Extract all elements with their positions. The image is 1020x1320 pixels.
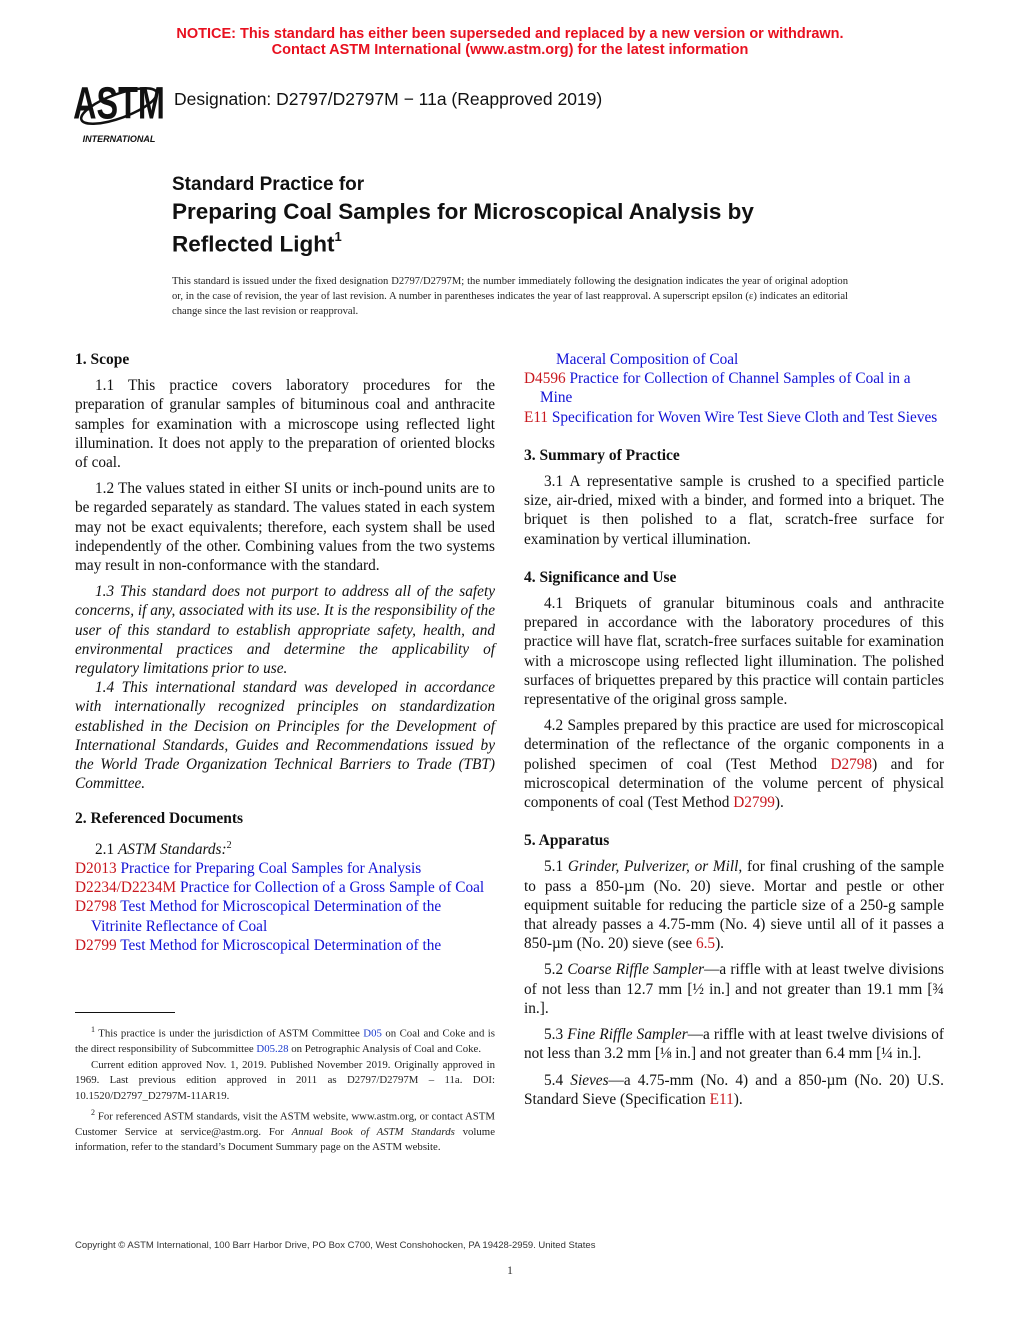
text: 4.2 Samples prepared by this practice are used for microscopical determination of the reflectance of the organic components in a polished specimen of coal (Test Method — [524, 717, 944, 773]
reference-item[interactable] — [524, 408, 944, 427]
title-line-1: Preparing Coal Samples for Microscopical Analysis by — [172, 199, 754, 224]
notice-line-1: NOTICE: This standard has either been superseded and replaced by a new version or withdrawn. — [176, 26, 844, 42]
text: volume information, refer to the standard’s Document Summary page on the ASTM website. — [75, 1125, 495, 1154]
ref-code[interactable]: D2013 — [75, 859, 117, 877]
svg-text:ASTM: ASTM — [74, 79, 164, 129]
annual-book-title: Annual Book of ASTM Standards — [291, 1125, 455, 1138]
num: 5.4 — [544, 1071, 571, 1089]
text: —a riffle with at least twelve divisions of not less than 12.7 mm [½ in.] and not greater than 19.1 mm [¾ in.]. — [524, 961, 944, 1017]
section-heading-summary: 3. Summary of Practice — [524, 446, 680, 464]
sub-num: 2.1 — [95, 840, 118, 858]
title-block — [172, 174, 872, 258]
copyright: Copyright © ASTM International, 100 Barr Harbor Drive, PO Box C700, West Conshohocken, PA 19428-2959. United States — [75, 1240, 596, 1251]
ref-code[interactable]: D2234/D2234M — [75, 879, 177, 897]
para-5-3 — [524, 1025, 944, 1063]
footnote-2 — [75, 1105, 495, 1155]
ref-title[interactable]: Practice for Preparing Coal Samples for Analysis — [120, 859, 422, 877]
link-d2798[interactable]: D2798 — [830, 755, 873, 773]
link-d05[interactable]: D05 — [363, 1027, 382, 1040]
para-1-3: 1.3 This standard does not purport to address all of the safety concerns, if any, associated with its use. It is the responsibility of the user of this standard to establish appropriate safety, health, and environmental practices and determine the applicability of regulatory limitations prior to use. — [75, 583, 495, 678]
fn-mark: 2 — [91, 1108, 95, 1118]
section-heading-referenced: 2. Referenced Documents — [75, 810, 244, 828]
edition-note: Current edition approved Nov. 1, 2019. Published November 2019. Originally approved in 1969. Last previous edition approved in 2011 as D2797/D2797M – 11a. DOI: 10.1520/D2797_D2797M-11AR19. — [75, 1059, 495, 1102]
designation: Designation: D2797/D2797M − 11a (Reapproved 2019) — [174, 89, 603, 109]
reference-item-continued[interactable] — [524, 350, 944, 369]
text: ). — [733, 1090, 743, 1108]
title-footnote-mark: 1 — [334, 229, 342, 244]
ref-code[interactable]: D2799 — [75, 936, 117, 954]
link-e11[interactable]: E11 — [709, 1090, 734, 1108]
para-5-1 — [524, 857, 944, 953]
footnote-1 — [75, 1022, 495, 1057]
document-title — [172, 198, 872, 258]
text: For referenced ASTM standards, visit the ASTM website, www.astm.org, or contact ASTM Customer Service at service@astm.org. For — [75, 1110, 495, 1138]
para-1-1: 1.1 This practice covers laboratory procedures for the preparation of granular samples of bituminous coal and anthracite samples for examination with a microscope using reflected light illumination. It does not apply to the preparation of oriented blocks of coal. — [75, 377, 495, 472]
para-5-2 — [524, 960, 944, 1018]
fn-mark: 1 — [91, 1025, 95, 1034]
text: for final crushing of the sample to pass a 850-µm (No. 20) sieve. Mortar and pestle or other equipment suitable for reducing the particle size of a 250-g sample that already passes a 4.75-mm (No. 4) sieve until all of it passes a 850-µm (No. 20) sieve (see — [524, 858, 944, 953]
sub-label: ASTM Standards: — [117, 840, 227, 858]
text: on Petrographic Analysis of Coal and Coke. — [288, 1042, 482, 1055]
ref-title[interactable]: Practice for Collection of a Gross Sample of Coal — [179, 879, 485, 897]
footnote-divider — [75, 1012, 175, 1013]
ref-code[interactable]: D4596 — [524, 370, 566, 388]
ref-title[interactable]: Test Method for Microscopical Determination of the Vitrinite Reflectance of Coal — [91, 898, 442, 935]
reference-item[interactable] — [75, 936, 495, 955]
para-5-4 — [524, 1071, 944, 1109]
astm-logo — [74, 76, 164, 146]
num: 5.2 — [544, 961, 568, 979]
term: Coarse Riffle Sampler — [567, 961, 705, 979]
text: This practice is under the jurisdiction of ASTM Committee — [95, 1027, 364, 1040]
reference-item[interactable] — [524, 369, 944, 407]
section-heading-significance: 4. Significance and Use — [524, 568, 677, 586]
text: —a 4.75-mm (No. 4) and a 850-µm (No. 20) U.S. Standard Sieve (Specification — [524, 1071, 944, 1108]
svg-text:INTERNATIONAL: INTERNATIONAL — [82, 134, 156, 144]
ref-title[interactable]: Maceral Composition of Coal — [556, 351, 739, 368]
para-4-1: 4.1 Briquets of granular bituminous coals and anthracite prepared in accordance with the laboratory procedures of this practice will have flat, scratch-free surfaces suitable for examination with a microscope using reflected light illumination. The polished surfaces of briquettes prepared by this practice will contain particles representative of the original gross sample. — [524, 595, 944, 709]
astm-logo-icon — [74, 76, 164, 146]
title-line-2: Reflected Light — [172, 231, 335, 257]
term: Grinder, Pulverizer, or Mill, — [567, 858, 743, 876]
link-6-5[interactable]: 6.5 — [695, 935, 716, 953]
reference-item[interactable] — [75, 897, 495, 935]
text: on Coal and Coke and is the direct responsibility of Subcommittee — [75, 1027, 495, 1055]
astm-standards-subheading — [75, 836, 495, 859]
ref-code[interactable]: D2798 — [75, 898, 117, 916]
text: ). — [774, 794, 784, 812]
para-1-4: 1.4 This international standard was developed in accordance with internationally recognized principles on standardization established in the Decision on Principles for the Development of International Standards, Guides and Recommendations issued by the World Trade Organization Technical Barriers to Trade (TBT) Committee. — [75, 679, 495, 793]
sub-footnote-mark: 2 — [226, 839, 232, 851]
ref-title[interactable]: Specification for Woven Wire Test Sieve Cloth and Test Sieves — [551, 408, 938, 426]
reference-item[interactable] — [75, 878, 495, 897]
section-heading-scope: 1. Scope — [75, 351, 130, 368]
text: —a riffle with at least twelve divisions of not less than 3.2 mm [⅛ in.] and not greater than 6.4 mm [¼ in.]. — [524, 1026, 944, 1063]
reference-item[interactable] — [75, 859, 495, 878]
link-d05-28[interactable]: D05.28 — [256, 1042, 289, 1055]
left-column — [75, 350, 495, 955]
para-1-2: 1.2 The values stated in either SI units or inch-pound units are to be regarded separately as standard. The values stated in each system may not be exact equivalents; therefore, each system shall be used independently of the other. Combining values from the two systems may result in non-conformance with the standard. — [75, 480, 495, 575]
text: ). — [715, 935, 724, 953]
page-number: 1 — [507, 1263, 513, 1277]
withdrawn-notice — [0, 26, 1020, 58]
para-4-2 — [524, 716, 944, 812]
ref-title[interactable]: Practice for Collection of Channel Samples of Coal in a Mine — [540, 370, 911, 407]
num: 5.3 — [544, 1026, 568, 1044]
text: ) and for microscopical determination of the volume percent of physical components of coal (Test Method — [524, 755, 944, 812]
section-heading-apparatus: 5. Apparatus — [524, 832, 610, 850]
num: 5.1 — [544, 858, 568, 876]
term: Sieves — [570, 1071, 609, 1089]
issued-note: This standard is issued under the fixed designation D2797/D2797M; the number immediately following the designation indicates the year of original adoption or, in the case of revision, the year of last revision. A number in parentheses indicates the year of last reapproval. A superscript epsilon (ε) indicates an editorial change since the last revision or reapproval. — [172, 276, 848, 317]
ref-code[interactable]: E11 — [524, 408, 549, 426]
notice-line-2: Contact ASTM International (www.astm.org) for the latest information — [271, 42, 749, 58]
title-pre: Standard Practice for — [172, 174, 365, 195]
link-d2799[interactable]: D2799 — [733, 794, 775, 812]
footnotes — [75, 1022, 495, 1157]
para-3-1: 3.1 A representative sample is crushed to a specified particle size, air-dried, mixed with a binder, and formed into a briquet. The briquet is then polished to a flat, scratch-free surface for examination by vertical illumination. — [524, 473, 944, 548]
right-column — [524, 350, 944, 1116]
term: Fine Riffle Sampler — [567, 1026, 688, 1044]
ref-title[interactable]: Test Method for Microscopical Determination of the — [120, 936, 442, 954]
